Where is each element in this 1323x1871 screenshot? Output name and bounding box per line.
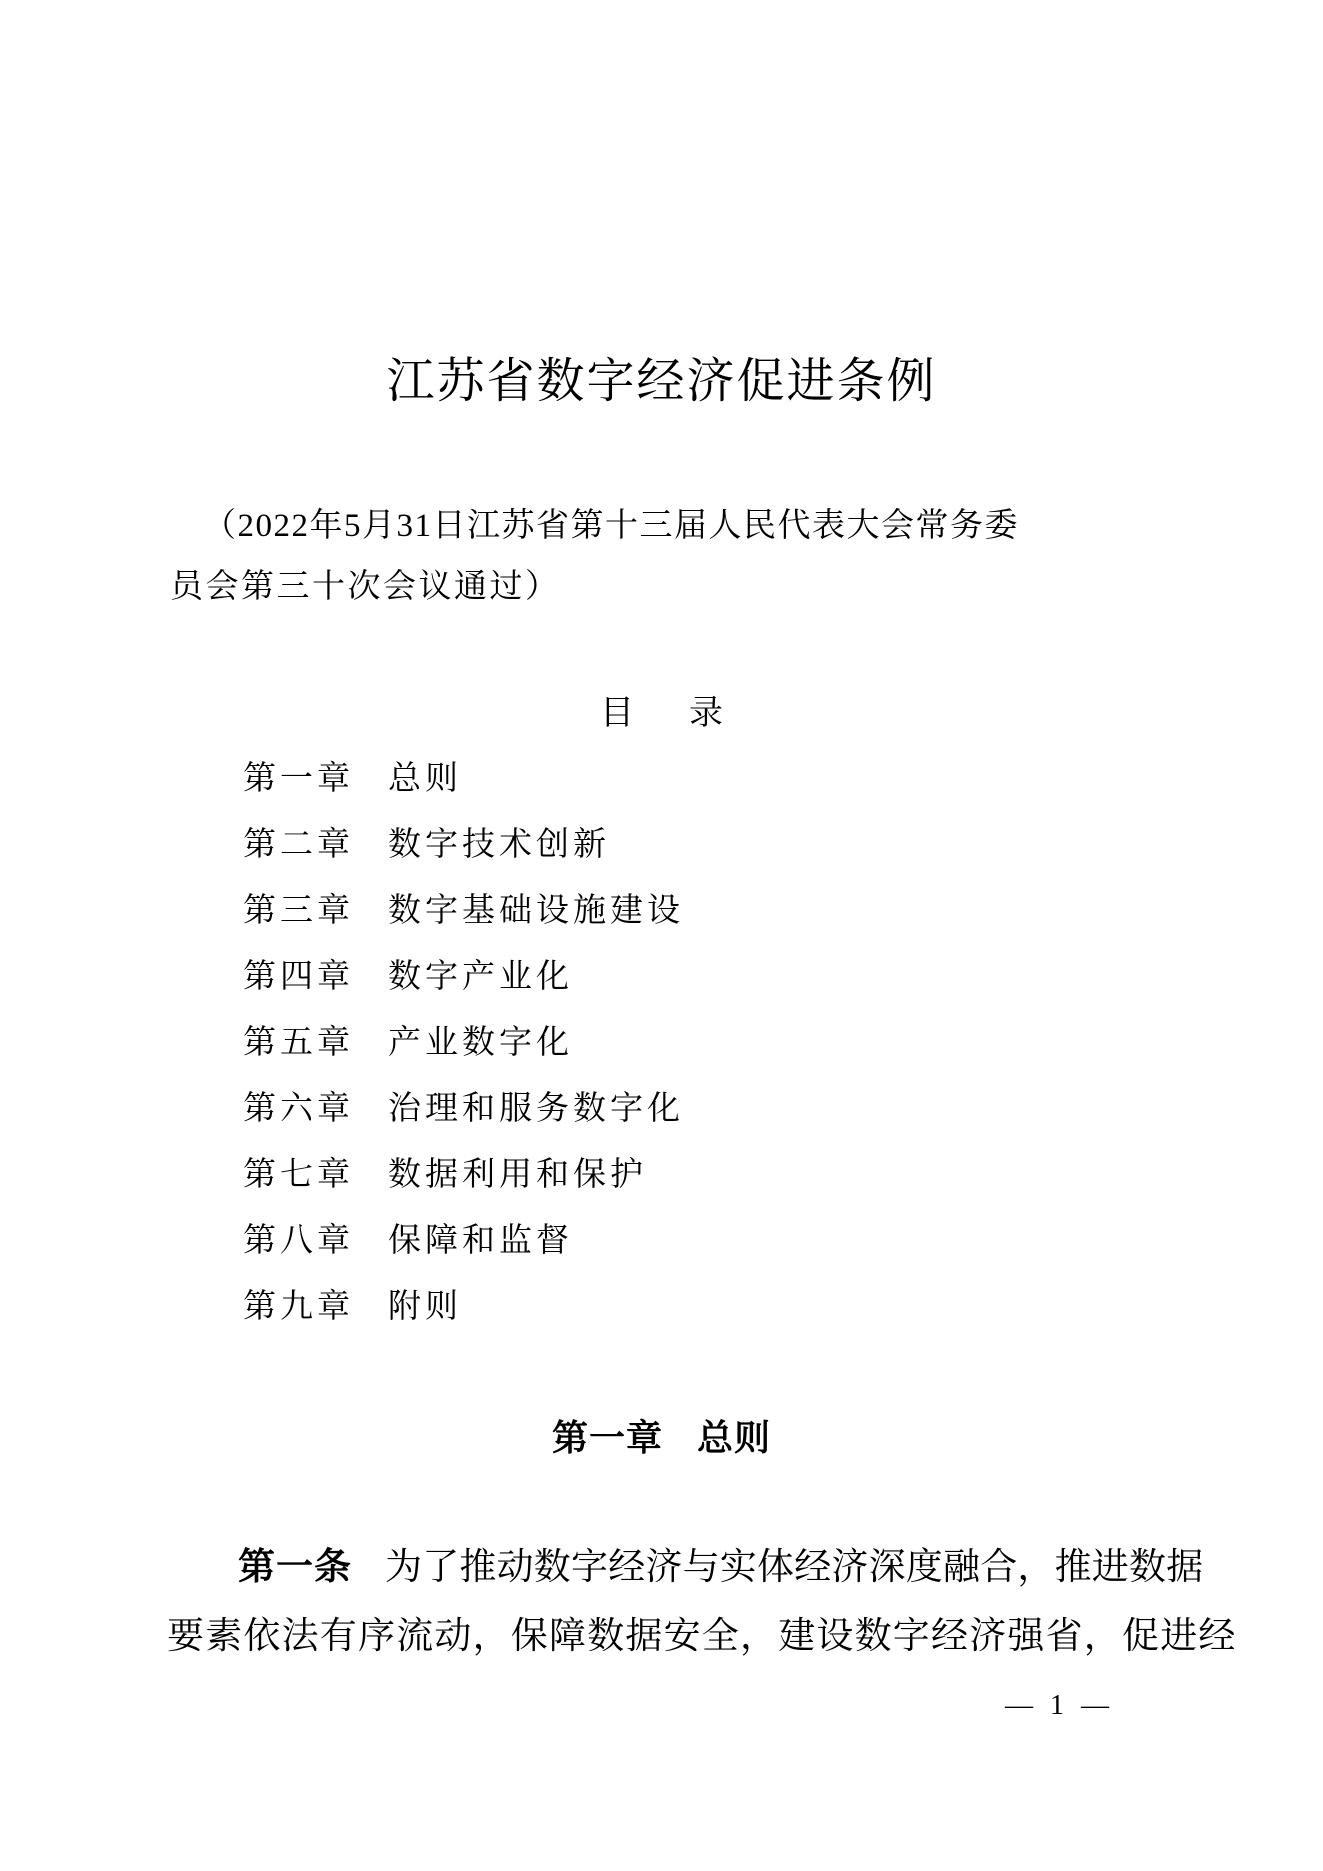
toc-chapter-label: 第一章 xyxy=(243,761,354,797)
toc-item-5 xyxy=(243,1010,684,1076)
toc-chapter-title: 数据利用和保护 xyxy=(388,1157,647,1193)
toc-heading-char-mu: 目 xyxy=(600,695,634,732)
page-number: — 1 — xyxy=(1005,1690,1114,1721)
chapter-1-heading xyxy=(0,1416,1323,1459)
toc-chapter-title: 产业数字化 xyxy=(388,1025,573,1061)
toc-item-9 xyxy=(243,1274,684,1340)
article-1-line-1 xyxy=(238,1545,1203,1590)
article-1-label: 第一条 xyxy=(238,1546,352,1587)
toc-chapter-title: 附则 xyxy=(388,1289,462,1325)
article-1-text-line-1: 为了推动数字经济与实体经济深度融合，推进数据 xyxy=(385,1547,1204,1588)
toc-chapter-label: 第九章 xyxy=(243,1289,354,1325)
toc-chapter-label: 第七章 xyxy=(243,1157,354,1193)
toc-item-2 xyxy=(243,812,684,878)
toc-chapter-label: 第四章 xyxy=(243,959,354,995)
toc-chapter-title: 总则 xyxy=(388,761,462,797)
toc-item-3 xyxy=(243,878,684,944)
toc-chapter-title: 保障和监督 xyxy=(388,1223,573,1259)
toc-chapter-title: 数字产业化 xyxy=(388,959,573,995)
toc-chapter-label: 第二章 xyxy=(243,827,354,863)
toc-list xyxy=(243,746,684,1340)
chapter-1-heading-number: 第一章 xyxy=(551,1417,663,1458)
toc-chapter-title: 治理和服务数字化 xyxy=(388,1091,684,1127)
toc-chapter-label: 第六章 xyxy=(243,1091,354,1127)
toc-chapter-label: 第五章 xyxy=(243,1025,354,1061)
toc-item-7 xyxy=(243,1142,684,1208)
article-1-text-line-2: 要素依法有序流动，保障数据安全，建设数字经济强省，促进经 xyxy=(167,1616,1237,1657)
toc-heading-char-lu: 录 xyxy=(689,695,723,732)
toc-item-8 xyxy=(243,1208,684,1274)
toc-item-4 xyxy=(243,944,684,1010)
enactment-note-line-1: （2022年5月31日江苏省第十三届人民代表大会常务委 xyxy=(203,508,1019,544)
chapter-1-heading-title: 总则 xyxy=(697,1417,772,1458)
toc-chapter-label: 第三章 xyxy=(243,893,354,929)
toc-heading xyxy=(0,694,1323,735)
toc-item-6 xyxy=(243,1076,684,1142)
enactment-note-line-2: 员会第三十次会议通过） xyxy=(170,569,561,605)
toc-item-1 xyxy=(243,746,684,812)
toc-chapter-label: 第八章 xyxy=(243,1223,354,1259)
toc-chapter-title: 数字基础设施建设 xyxy=(388,893,684,929)
toc-chapter-title: 数字技术创新 xyxy=(388,827,610,863)
document-title: 江苏省数字经济促进条例 xyxy=(386,355,937,408)
